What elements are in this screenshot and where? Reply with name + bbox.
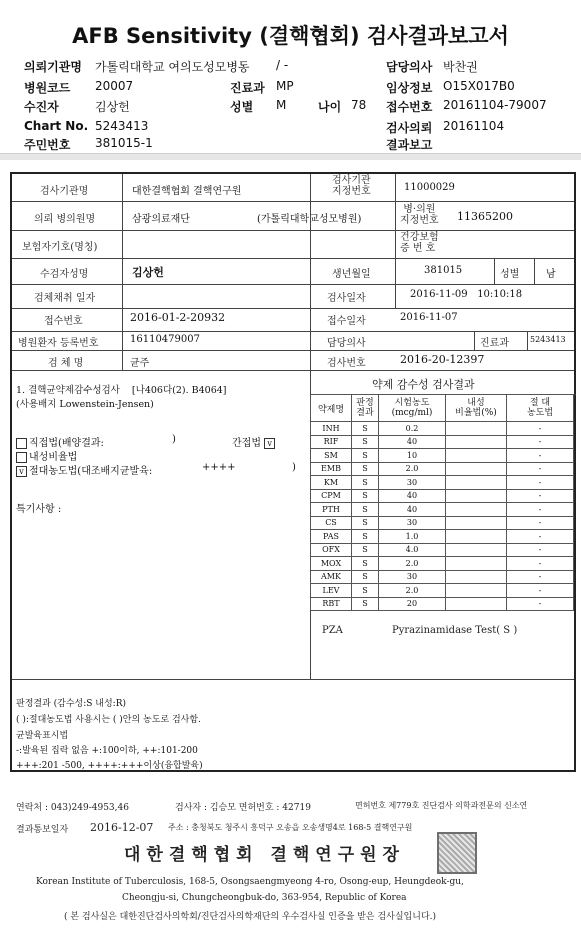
rrn-label: 주민번호 (24, 138, 71, 152)
pza-value: Pyrazinamidase Test( S ) (392, 625, 518, 636)
result-cell: S (352, 435, 379, 449)
footer-date: 2016-12-07 (90, 821, 154, 834)
direct-method: 직접법(배양결과: (16, 434, 104, 449)
table-row (311, 503, 574, 517)
table-row (311, 476, 574, 490)
hospcode-label: 병원코드 (24, 81, 71, 95)
ratio-cell (446, 570, 507, 584)
ratio-cell (446, 435, 507, 449)
client-sub: (가톨릭대학교성모병원) (257, 214, 362, 225)
abs-cell: - (507, 530, 574, 544)
testno-value: 2016-20-12397 (400, 353, 485, 366)
conc-cell: 0.2 (379, 422, 446, 436)
col-ratio: 내성 비율법(%) (446, 395, 507, 422)
client-no-value: 11365200 (457, 210, 513, 223)
result-cell: S (352, 530, 379, 544)
ratio-cell (446, 489, 507, 503)
sex-label: 성별 (230, 100, 254, 114)
result-cell: S (352, 570, 379, 584)
institution-label: 의뢰기관명 (24, 60, 82, 74)
patient-label: 수진자 (24, 100, 59, 114)
receipt-label: 접수번호 (386, 100, 433, 114)
footer-date-label: 결과통보일자 (16, 825, 69, 835)
patient-form-label: 수검자성명 (40, 269, 89, 280)
ratio-cell (446, 422, 507, 436)
age-label: 나이 (318, 100, 342, 114)
ratio-cell (446, 516, 507, 530)
agency-no-label: 검사기관 지정번호 (332, 175, 371, 197)
receipt-form-value: 2016-01-2-20932 (130, 311, 226, 324)
conc-cell: 40 (379, 489, 446, 503)
ratio-cell (446, 597, 507, 611)
testno-label: 검사번호 (327, 358, 366, 369)
abs-cell: - (507, 422, 574, 436)
client-label: 의뢰 병의원명 (34, 214, 96, 225)
result-cell: S (352, 597, 379, 611)
result-cell: S (352, 462, 379, 476)
sex-value: M (276, 98, 287, 112)
col-result: 판정 결과 (352, 395, 379, 422)
conc-cell: 1.0 (379, 530, 446, 544)
abs-cell: - (507, 449, 574, 463)
conc-cell: 30 (379, 476, 446, 490)
hospcode-value: 20007 (95, 79, 134, 93)
result-cell: S (352, 516, 379, 530)
ratio-cell (446, 584, 507, 598)
footer-tester: 검사자 : 김승모 면허번호 : 42719 (175, 803, 311, 813)
table-row (311, 570, 574, 584)
drug-cell: KM (311, 476, 352, 490)
absolute-method: v 절대농도법(대조배지균발육: (16, 462, 152, 477)
col-drug: 약제명 (311, 395, 352, 422)
result-cell: S (352, 503, 379, 517)
table-row (311, 597, 574, 611)
judgement-line2: ( ):절대농도법 사용시는 ( )안의 농도로 검사함. (16, 715, 201, 725)
test-line2: (사용배지 Lowenstein-Jensen) (16, 399, 154, 410)
institution-value: 가톨릭대학교 여의도성모병동 (95, 60, 250, 74)
table-row (311, 422, 574, 436)
health-label: 건강보험 증 번 호 (400, 232, 439, 254)
indirect-checkbox: v (264, 438, 275, 449)
receiptdate-value: 2016-11-07 (400, 312, 458, 323)
absolute-checkbox: v (16, 466, 27, 477)
regno-label: 병원환자 등록번호 (18, 338, 99, 349)
results-table (310, 394, 574, 611)
abs-cell: - (507, 543, 574, 557)
footer-address-kr: 주소 : 충청북도 청주시 흥덕구 오송읍 오송생명4로 168-5 결핵연구원 (168, 823, 413, 832)
rrn-value: 381015-1 (95, 136, 153, 150)
table-row (311, 435, 574, 449)
drug-cell: EMB (311, 462, 352, 476)
doctor-form-label: 담당의사 (327, 338, 366, 349)
testdate-value: 2016-11-09 10:10:18 (410, 289, 523, 300)
table-row (311, 462, 574, 476)
absolute-value: ++++ (202, 462, 236, 473)
conc-cell: 20 (379, 597, 446, 611)
sex-form-label: 성별 (500, 269, 520, 280)
drug-cell: PTH (311, 503, 352, 517)
result-label: 결과보고 (386, 138, 433, 152)
drug-cell: CS (311, 516, 352, 530)
dob-value: 381015 (424, 265, 463, 276)
conc-cell: 40 (379, 435, 446, 449)
doctor-value: 박찬권 (443, 60, 478, 74)
clinical-value: O15X017B0 (443, 79, 515, 93)
drug-cell: PAS (311, 530, 352, 544)
drug-cell: CPM (311, 489, 352, 503)
table-row (311, 543, 574, 557)
abs-cell: - (507, 570, 574, 584)
result-cell: S (352, 584, 379, 598)
table-row (311, 516, 574, 530)
pza-label: PZA (322, 625, 343, 636)
abs-cell: - (507, 476, 574, 490)
agency-no-value: 11000029 (404, 182, 455, 193)
dob-label: 생년월일 (332, 269, 371, 280)
specimen-label: 검 체 명 (48, 358, 84, 369)
client-value: 삼광의료재단 (132, 214, 190, 225)
agency-value: 대한결핵협회 결핵연구원 (132, 186, 242, 197)
age-value: 78 (351, 98, 367, 112)
col-abs: 절 대 농도법 (507, 395, 574, 422)
receiptdate-label: 접수일자 (327, 316, 366, 327)
ratio-cell (446, 543, 507, 557)
drug-cell: OFX (311, 543, 352, 557)
testdate-label: 검사일자 (327, 293, 366, 304)
drug-cell: LEV (311, 584, 352, 598)
chart-label: Chart No. (24, 119, 89, 133)
footer-org-en1: Korean Institute of Tuberculosis, 168-5, Osongsaengmyeong 4-ro, Osong-eup, Heungdeok-gu, (36, 877, 464, 887)
judgement-line4: -:발육된 집락 없음 +:100이하, ++:101-200 (16, 746, 198, 756)
clinical-label: 임상정보 (386, 81, 433, 95)
report-title: AFB Sensitivity (결핵협회) 검사결과보고서 (72, 24, 509, 48)
conc-cell: 10 (379, 449, 446, 463)
collect-label: 검체채취 일자 (34, 293, 96, 304)
ratio-cell (446, 503, 507, 517)
regno-value: 16110479007 (130, 334, 200, 345)
table-row (311, 449, 574, 463)
conc-cell: 2.0 (379, 584, 446, 598)
drug-cell: RBT (311, 597, 352, 611)
request-value: 20161104 (443, 119, 505, 133)
abs-cell: - (507, 489, 574, 503)
result-cell: S (352, 476, 379, 490)
abs-cell: - (507, 597, 574, 611)
specimen-value: 균주 (130, 358, 150, 369)
agency-label: 검사기관명 (40, 186, 89, 197)
absolute-close: ) (292, 462, 296, 473)
drug-cell: AMK (311, 570, 352, 584)
conc-cell: 30 (379, 516, 446, 530)
table-row (311, 584, 574, 598)
dept-value: MP (276, 79, 294, 93)
judgement-line3: 균발육표시법 (16, 731, 69, 741)
ratio-cell (446, 476, 507, 490)
direct-close: ) (172, 434, 176, 445)
result-cell: S (352, 543, 379, 557)
abs-cell: - (507, 462, 574, 476)
judgement-line5: +++:201 -500, ++++:+++이상(융합발육) (16, 761, 203, 771)
footer-contact: 연락처 : 043)249-4953,46 (16, 803, 129, 813)
result-cell: S (352, 422, 379, 436)
table-row (311, 530, 574, 544)
drug-cell: INH (311, 422, 352, 436)
footer-org-en2: Cheongju-si, Chungcheongbuk-do, 363-954, Republic of Korea (122, 893, 407, 903)
doctor-label: 담당의사 (386, 60, 433, 74)
abs-cell: - (507, 584, 574, 598)
request-label: 검사의뢰 (386, 121, 433, 135)
drug-cell: SM (311, 449, 352, 463)
chart-value: 5243413 (95, 119, 149, 133)
receipt-form-label: 접수번호 (44, 316, 83, 327)
patient-form-value: 김상헌 (132, 266, 164, 279)
footer-license: 면허번호 제779호 진단검사 의학과전문의 신소연 (355, 801, 528, 810)
remarks-label: 특기사항 : (16, 504, 62, 515)
col-conc: 시험농도 (mcg/ml) (379, 395, 446, 422)
abs-cell: - (507, 557, 574, 571)
test-line1: 1. 결핵균약제감수성검사 [나406다(2). B4064] (16, 385, 227, 396)
sex-form-value: 남 (546, 269, 556, 280)
result-cell: S (352, 449, 379, 463)
dept-form-value: 5243413 (530, 335, 566, 344)
dept-label: 진료과 (230, 81, 265, 95)
footer-cert: ( 본 검사실은 대한진단검사의학회/진단검사의학재단의 우수검사실 인증을 받은 검사실입니다.) (64, 912, 437, 922)
judgement-line1: 판정결과 (감수성:S 내성:R) (16, 699, 126, 709)
abs-cell: - (507, 516, 574, 530)
dept-form-label: 진료과 (480, 338, 509, 349)
ratio-cell (446, 449, 507, 463)
drug-cell: MOX (311, 557, 352, 571)
conc-cell: 40 (379, 503, 446, 517)
conc-cell: 2.0 (379, 557, 446, 571)
receipt-value: 20161104-79007 (443, 98, 547, 112)
conc-cell: 2.0 (379, 462, 446, 476)
conc-cell: 30 (379, 570, 446, 584)
patient-value: 김상헌 (95, 100, 130, 114)
institution-slash: / - (276, 58, 289, 72)
result-cell: S (352, 557, 379, 571)
ratio-cell (446, 557, 507, 571)
official-seal (437, 832, 477, 874)
result-cell: S (352, 489, 379, 503)
table-row (311, 489, 574, 503)
proportion-method: 내성비율법 (16, 448, 77, 463)
ratio-cell (446, 462, 507, 476)
conc-cell: 4.0 (379, 543, 446, 557)
abs-cell: - (507, 435, 574, 449)
abs-cell: - (507, 503, 574, 517)
ratio-cell (446, 530, 507, 544)
table-row (311, 557, 574, 571)
insurance-label: 보험자기호(명칭) (22, 242, 98, 253)
indirect-method: 간접법 v (232, 434, 277, 449)
footer-org-kr: 대한결핵협회 결핵연구원장 (124, 845, 405, 865)
client-no-label: 병·의원 지정번호 (400, 204, 439, 226)
results-title: 약제 감수성 검사결과 (372, 378, 475, 391)
header-separator (0, 153, 581, 160)
drug-cell: RIF (311, 435, 352, 449)
